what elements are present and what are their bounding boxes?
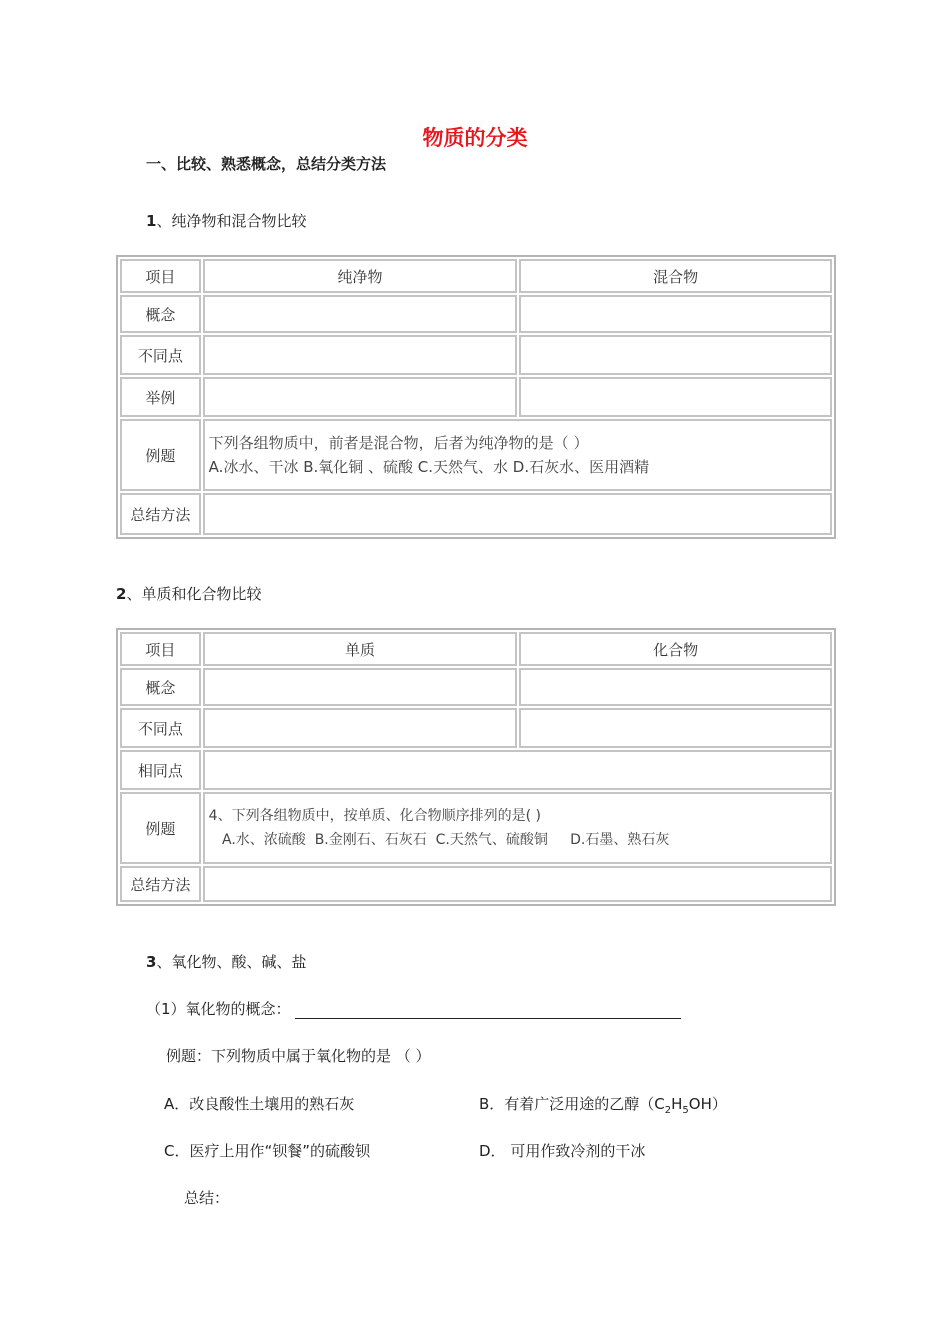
- part1-number: 1: [146, 212, 157, 230]
- oxide-concept-label: （1）氧化物的概念：: [146, 1000, 291, 1018]
- header-compound: 化合物: [519, 632, 832, 666]
- summary-label: 总结：: [184, 1189, 230, 1207]
- cell-summary[interactable]: [203, 493, 832, 535]
- exercise-options: A.水、浓硫酸 B.金刚石、石灰石 C.天然气、硫酸铜 D.石墨、熟石灰: [208, 832, 670, 848]
- row-label-exercise: 例题: [120, 792, 201, 864]
- cell-compound-difference[interactable]: [519, 708, 832, 748]
- row-label-exercise: 例题: [120, 419, 201, 491]
- option-b-end: OH）: [688, 1095, 727, 1113]
- header-mixture: 混合物: [519, 259, 832, 293]
- option-b-mid: H: [671, 1095, 683, 1113]
- row-label-similarity: 相同点: [120, 750, 201, 790]
- cell-element-difference[interactable]: [203, 708, 518, 748]
- option-a: A．改良酸性土壤用的熟石灰: [164, 1095, 355, 1113]
- part3-title: 、氧化物、酸、碱、盐: [156, 953, 307, 971]
- page-title: 物质的分类: [422, 126, 528, 150]
- part2-number: 2: [116, 585, 127, 603]
- row-label-concept: 概念: [120, 295, 201, 333]
- option-c: C．医疗上用作“钡餐”的硫酸钡: [164, 1142, 371, 1160]
- oxide-concept-blank[interactable]: [295, 1002, 681, 1019]
- header-pure: 纯净物: [203, 259, 518, 293]
- option-b-text: B．有着广泛用途的乙醇（C: [479, 1095, 665, 1113]
- cell-pure-example[interactable]: [203, 377, 518, 417]
- exercise-cell: [203, 419, 832, 491]
- part2-title: 、单质和化合物比较: [126, 585, 262, 603]
- cell-mixture-example[interactable]: [519, 377, 832, 417]
- header-item: 项目: [120, 632, 201, 666]
- cell-mixture-concept[interactable]: [519, 295, 832, 333]
- cell-summary[interactable]: [203, 866, 832, 902]
- option-b-sub1: 2: [664, 1105, 672, 1116]
- cell-element-concept[interactable]: [203, 668, 518, 706]
- header-item: 项目: [120, 259, 201, 293]
- pure-mixture-table: [116, 255, 836, 539]
- row-label-difference: 不同点: [120, 708, 201, 748]
- option-b: [479, 1093, 727, 1116]
- option-b-sub2: 5: [682, 1105, 689, 1116]
- part3-heading: [146, 951, 306, 972]
- oxide-question: 例题：下列物质中属于氧化物的是 （ ）: [166, 1047, 431, 1065]
- part1-title: 、纯净物和混合物比较: [156, 212, 307, 230]
- part2-heading: [116, 583, 261, 604]
- cell-similarity[interactable]: [203, 750, 832, 790]
- row-label-example: 举例: [120, 377, 201, 417]
- cell-mixture-difference[interactable]: [519, 335, 832, 375]
- row-label-concept: 概念: [120, 668, 201, 706]
- header-element: 单质: [203, 632, 518, 666]
- row-label-summary: 总结方法: [120, 493, 201, 535]
- cell-pure-concept[interactable]: [203, 295, 518, 333]
- exercise-cell: [203, 792, 832, 864]
- element-compound-table: [116, 628, 836, 906]
- section-heading: 一、比较、熟悉概念，总结分类方法: [146, 155, 387, 173]
- row-label-summary: 总结方法: [120, 866, 201, 902]
- exercise-question: 4、下列各组物质中，按单质、化合物顺序排列的是( ): [208, 808, 541, 824]
- cell-compound-concept[interactable]: [519, 668, 832, 706]
- option-d: D． 可用作致冷剂的干冰: [479, 1142, 646, 1160]
- oxide-concept-line: [146, 998, 681, 1019]
- exercise-question: 下列各组物质中，前者是混合物，后者为纯净物的是（ ）: [208, 434, 589, 452]
- exercise-options: A.冰水、干冰 B.氧化铜 、硫酸 C.天然气、水 D.石灰水、医用酒精: [208, 458, 650, 476]
- part1-heading: [146, 210, 306, 231]
- cell-pure-difference[interactable]: [203, 335, 518, 375]
- part3-number: 3: [146, 953, 157, 971]
- row-label-difference: 不同点: [120, 335, 201, 375]
